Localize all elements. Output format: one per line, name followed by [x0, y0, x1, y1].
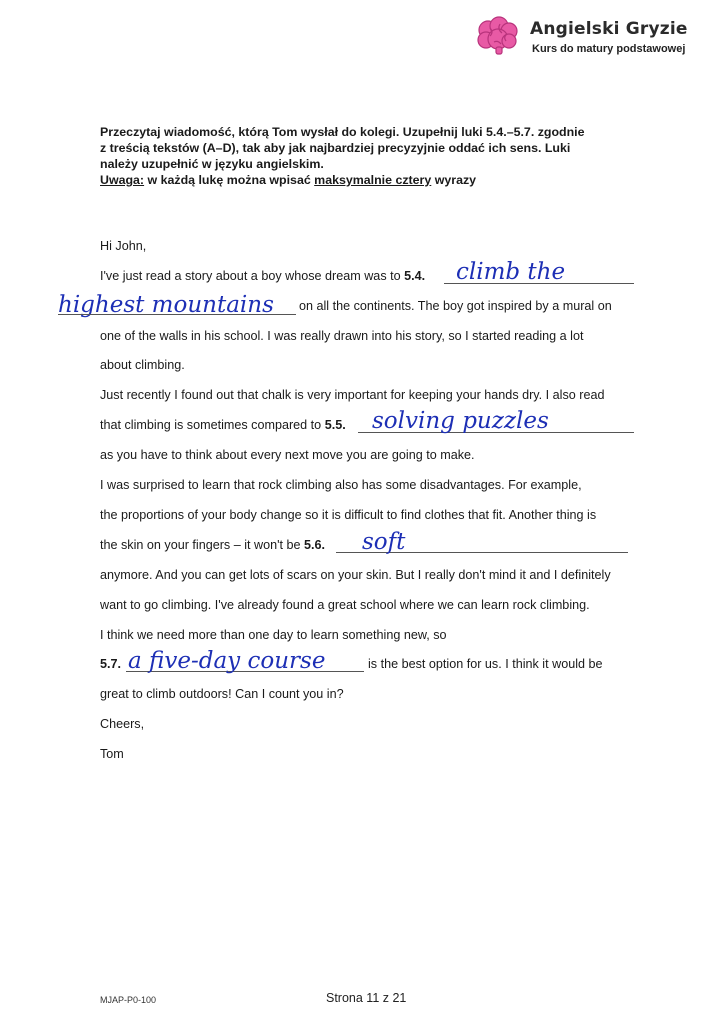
note-text: w każdą lukę można wpisać [144, 173, 315, 187]
instruction-note [100, 172, 620, 188]
note-label: Uwaga: [100, 173, 145, 187]
gap-number: 5.6. [304, 538, 326, 552]
brand-logo [474, 16, 714, 60]
brain-icon [474, 16, 520, 56]
logo-subtitle: Kurs do matury podstawowej [532, 43, 686, 55]
note-text: wyrazy [431, 173, 477, 187]
letter-line: Just recently I found out that chalk is very important for keeping your hands dry. I also read [100, 388, 605, 402]
letter-line: want to go climbing. I've already found a great school where we can learn rock climbing. [100, 598, 590, 612]
page-number: Strona 11 z 21 [326, 991, 407, 1005]
letter-line: I think we need more than one day to learn something new, so [100, 628, 447, 642]
answer-5-5: solving puzzles [372, 408, 549, 434]
task-instructions [100, 124, 620, 188]
instruction-line: Przeczytaj wiadomość, którą Tom wysłał do kolegi. Uzupełnij luki 5.4.–5.7. zgodnie [100, 125, 585, 139]
letter-line: I was surprised to learn that rock climbing also has some disadvantages. For example, [100, 478, 582, 492]
note-emphasis: maksymalnie cztery [314, 173, 432, 187]
letter-text: that climbing is sometimes compared to [100, 418, 325, 432]
letter-line [100, 268, 425, 284]
answer-5-7: a five-day course [128, 648, 326, 674]
answer-5-4-part-2: highest mountains [58, 292, 274, 318]
letter-line [100, 656, 121, 672]
gap-number: 5.7. [100, 657, 122, 671]
instruction-line: należy uzupełnić w języku angielskim. [100, 157, 324, 171]
letter-greeting: Hi John, [100, 239, 147, 253]
letter-line: as you have to think about every next move you are going to make. [100, 448, 475, 462]
letter-line: one of the walls in his school. I was really drawn into his story, so I started reading a lot [100, 329, 584, 343]
letter-line: great to climb outdoors! Can I count you in? [100, 687, 344, 701]
letter-line: on all the continents. The boy got inspired by a mural on [299, 299, 612, 313]
letter-text: the skin on your fingers – it won't be [100, 538, 305, 552]
letter-line: the proportions of your body change so it is difficult to find clothes that fit. Another thing is [100, 508, 597, 522]
answer-5-6: soft [362, 529, 406, 555]
letter-line: anymore. And you can get lots of scars on your skin. But I really don't mind it and I definitely [100, 568, 611, 582]
letter-closing: Cheers, [100, 717, 145, 731]
letter-line [100, 537, 325, 553]
letter-signature: Tom [100, 747, 124, 761]
letter-line: is the best option for us. I think it would be [368, 657, 603, 671]
gap-5-4-line-2 [58, 314, 296, 315]
instruction-line: z treścią tekstów (A–D), tak aby jak najbardziej precyzyjnie oddać ich sens. Luki [100, 141, 571, 155]
letter-text: I've just read a story about a boy whose dream was to [100, 269, 405, 283]
letter-line [100, 417, 346, 433]
letter-line: about climbing. [100, 358, 185, 372]
gap-number: 5.4. [404, 269, 426, 283]
gap-number: 5.5. [324, 418, 346, 432]
logo-title: Angielski Gryzie [530, 19, 688, 39]
document-code: MJAP-P0-100 [100, 995, 157, 1005]
answer-5-4-part-1: climb the [456, 259, 566, 285]
